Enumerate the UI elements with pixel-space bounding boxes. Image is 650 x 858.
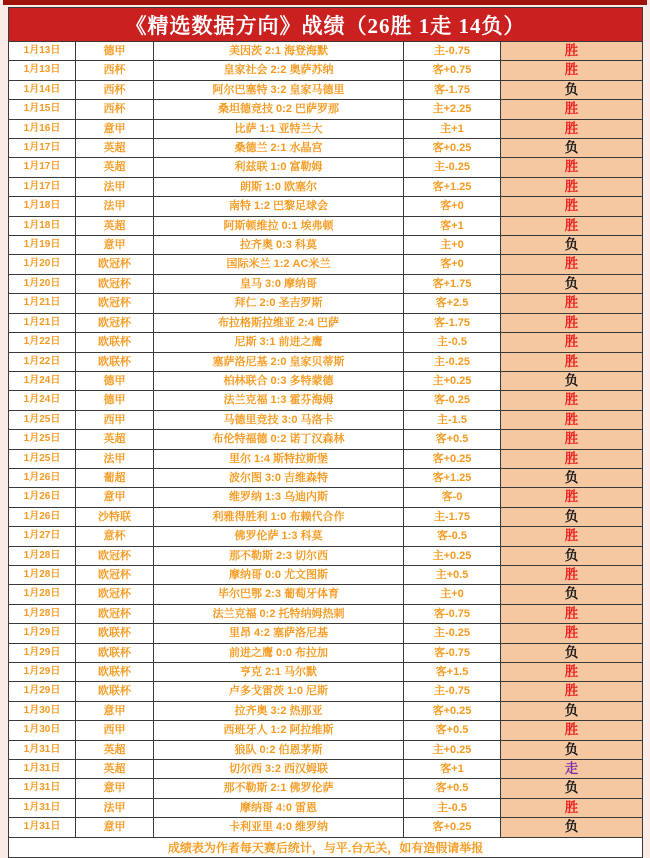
table-row: [9, 100, 643, 119]
match-cell: 里尔 1:4 斯特拉斯堡: [154, 449, 404, 468]
table-row: [9, 740, 643, 759]
league-cell: 德甲: [76, 371, 154, 390]
result-cell: 胜: [501, 197, 643, 216]
date-cell: 1月25日: [9, 410, 76, 429]
match-cell: 南特 1:2 巴黎足球会: [154, 197, 404, 216]
table-row: [9, 624, 643, 643]
title-row: [9, 8, 643, 42]
table-row: [9, 371, 643, 390]
page-title: 《精选数据方向》战绩（26胜 1走 14负）: [9, 8, 643, 42]
table-row: [9, 197, 643, 216]
result-cell: 胜: [501, 391, 643, 410]
league-cell: 意甲: [76, 488, 154, 507]
result-cell: 负: [501, 546, 643, 565]
match-cell: 阿尔巴塞特 3:2 皇家马德里: [154, 80, 404, 99]
league-cell: 意甲: [76, 701, 154, 720]
result-cell: 胜: [501, 663, 643, 682]
date-cell: 1月17日: [9, 177, 76, 196]
match-cell: 皇马 3:0 摩纳哥: [154, 274, 404, 293]
match-cell: 卡利亚里 4:0 维罗纳: [154, 818, 404, 837]
league-cell: 英超: [76, 740, 154, 759]
league-cell: 欧联杯: [76, 682, 154, 701]
date-cell: 1月21日: [9, 294, 76, 313]
handicap-cell: 客-0.5: [404, 527, 501, 546]
table-row: [9, 42, 643, 61]
league-cell: 欧冠杯: [76, 546, 154, 565]
result-cell: 负: [501, 507, 643, 526]
date-cell: 1月26日: [9, 507, 76, 526]
league-cell: 德甲: [76, 42, 154, 61]
handicap-cell: 主+1: [404, 119, 501, 138]
result-cell: 胜: [501, 216, 643, 235]
league-cell: 意甲: [76, 818, 154, 837]
result-cell: 胜: [501, 565, 643, 584]
handicap-cell: 主+0.5: [404, 565, 501, 584]
league-cell: 西杯: [76, 100, 154, 119]
league-cell: 西杯: [76, 61, 154, 80]
date-cell: 1月25日: [9, 430, 76, 449]
date-cell: 1月31日: [9, 740, 76, 759]
handicap-cell: 客+0.75: [404, 61, 501, 80]
footer-row: [9, 837, 643, 857]
handicap-cell: 客+0.25: [404, 818, 501, 837]
handicap-cell: 主+0: [404, 585, 501, 604]
result-cell: 负: [501, 818, 643, 837]
match-cell: 布伦特福德 0:2 诺丁汉森林: [154, 430, 404, 449]
top-border-strip: [3, 0, 647, 5]
league-cell: 西甲: [76, 721, 154, 740]
result-cell: 负: [501, 585, 643, 604]
match-cell: 西班牙人 1:2 阿拉维斯: [154, 721, 404, 740]
league-cell: 欧联杯: [76, 333, 154, 352]
match-cell: 比萨 1:1 亚特兰大: [154, 119, 404, 138]
table-row: [9, 468, 643, 487]
handicap-cell: 主-0.25: [404, 624, 501, 643]
result-cell: 负: [501, 468, 643, 487]
date-cell: 1月26日: [9, 488, 76, 507]
table-row: [9, 507, 643, 526]
match-cell: 卢多戈雷茨 1:0 尼斯: [154, 682, 404, 701]
match-cell: 拉齐奥 0:3 科莫: [154, 236, 404, 255]
date-cell: 1月22日: [9, 352, 76, 371]
table-row: [9, 663, 643, 682]
table-row: [9, 488, 643, 507]
result-cell: 负: [501, 236, 643, 255]
match-cell: 亨克 2:1 马尔默: [154, 663, 404, 682]
league-cell: 英超: [76, 760, 154, 779]
handicap-cell: 主+0.25: [404, 740, 501, 759]
handicap-cell: 客-1.75: [404, 313, 501, 332]
date-cell: 1月21日: [9, 313, 76, 332]
date-cell: 1月31日: [9, 779, 76, 798]
handicap-cell: 客+1: [404, 760, 501, 779]
handicap-cell: 主+2.25: [404, 100, 501, 119]
results-body: [9, 42, 643, 838]
table-row: [9, 779, 643, 798]
league-cell: 意甲: [76, 779, 154, 798]
handicap-cell: 客+0: [404, 255, 501, 274]
table-row: [9, 391, 643, 410]
date-cell: 1月31日: [9, 798, 76, 817]
match-cell: 利兹联 1:0 富勒姆: [154, 158, 404, 177]
table-row: [9, 643, 643, 662]
match-cell: 法兰克福 0:2 托特纳姆热刺: [154, 604, 404, 623]
date-cell: 1月13日: [9, 61, 76, 80]
handicap-cell: 主+0.25: [404, 546, 501, 565]
league-cell: 意甲: [76, 119, 154, 138]
table-row: [9, 313, 643, 332]
handicap-cell: 客+0.5: [404, 779, 501, 798]
league-cell: 欧冠杯: [76, 565, 154, 584]
handicap-cell: 客+1.25: [404, 177, 501, 196]
result-cell: 胜: [501, 798, 643, 817]
handicap-cell: 客-1.75: [404, 80, 501, 99]
result-cell: 负: [501, 80, 643, 99]
league-cell: 西甲: [76, 410, 154, 429]
table-row: [9, 410, 643, 429]
result-cell: 胜: [501, 42, 643, 61]
results-table: [8, 7, 643, 858]
handicap-cell: 客-0.75: [404, 604, 501, 623]
table-row: [9, 585, 643, 604]
date-cell: 1月30日: [9, 701, 76, 720]
date-cell: 1月16日: [9, 119, 76, 138]
handicap-cell: 主-0.5: [404, 798, 501, 817]
handicap-cell: 客+1.5: [404, 663, 501, 682]
result-cell: 胜: [501, 527, 643, 546]
table-row: [9, 294, 643, 313]
match-cell: 皇家社会 2:2 奥萨苏纳: [154, 61, 404, 80]
league-cell: 意甲: [76, 236, 154, 255]
match-cell: 法兰克福 1:3 霍芬海姆: [154, 391, 404, 410]
handicap-cell: 主-0.25: [404, 352, 501, 371]
table-row: [9, 701, 643, 720]
result-cell: 胜: [501, 721, 643, 740]
league-cell: 法甲: [76, 197, 154, 216]
result-cell: 负: [501, 371, 643, 390]
date-cell: 1月14日: [9, 80, 76, 99]
date-cell: 1月29日: [9, 663, 76, 682]
league-cell: 法甲: [76, 449, 154, 468]
table-row: [9, 216, 643, 235]
match-cell: 波尔图 3:0 吉维森特: [154, 468, 404, 487]
handicap-cell: 客+0.5: [404, 721, 501, 740]
handicap-cell: 主-1.5: [404, 410, 501, 429]
date-cell: 1月31日: [9, 818, 76, 837]
league-cell: 德甲: [76, 391, 154, 410]
table-row: [9, 818, 643, 837]
match-cell: 毕尔巴鄂 2:3 葡萄牙体育: [154, 585, 404, 604]
handicap-cell: 主+0.25: [404, 371, 501, 390]
handicap-cell: 客+0: [404, 197, 501, 216]
result-cell: 胜: [501, 158, 643, 177]
date-cell: 1月13日: [9, 42, 76, 61]
result-cell: 胜: [501, 682, 643, 701]
league-cell: 沙特联: [76, 507, 154, 526]
match-cell: 里昂 4:2 塞萨洛尼基: [154, 624, 404, 643]
result-cell: 胜: [501, 333, 643, 352]
table-row: [9, 119, 643, 138]
match-cell: 维罗纳 1:3 乌迪内斯: [154, 488, 404, 507]
match-cell: 佛罗伦萨 1:3 科莫: [154, 527, 404, 546]
match-cell: 摩纳哥 4:0 雷恩: [154, 798, 404, 817]
table-row: [9, 352, 643, 371]
handicap-cell: 客+0.25: [404, 701, 501, 720]
league-cell: 欧联杯: [76, 352, 154, 371]
match-cell: 拜仁 2:0 圣吉罗斯: [154, 294, 404, 313]
result-cell: 负: [501, 274, 643, 293]
date-cell: 1月25日: [9, 449, 76, 468]
date-cell: 1月19日: [9, 236, 76, 255]
date-cell: 1月22日: [9, 333, 76, 352]
match-cell: 尼斯 3:1 前进之鹰: [154, 333, 404, 352]
table-row: [9, 565, 643, 584]
result-cell: 负: [501, 643, 643, 662]
league-cell: 意杯: [76, 527, 154, 546]
result-cell: 胜: [501, 488, 643, 507]
table-row: [9, 139, 643, 158]
result-cell: 负: [501, 740, 643, 759]
table-row: [9, 177, 643, 196]
result-cell: 胜: [501, 294, 643, 313]
result-cell: 胜: [501, 430, 643, 449]
table-row: [9, 798, 643, 817]
result-cell: 胜: [501, 352, 643, 371]
date-cell: 1月24日: [9, 371, 76, 390]
league-cell: 英超: [76, 139, 154, 158]
date-cell: 1月20日: [9, 274, 76, 293]
match-cell: 国际米兰 1:2 AC米兰: [154, 255, 404, 274]
result-cell: 胜: [501, 449, 643, 468]
table-row: [9, 333, 643, 352]
league-cell: 欧冠杯: [76, 604, 154, 623]
handicap-cell: 主-0.75: [404, 42, 501, 61]
league-cell: 欧冠杯: [76, 274, 154, 293]
match-cell: 摩纳哥 0:0 尤文图斯: [154, 565, 404, 584]
table-row: [9, 274, 643, 293]
league-cell: 英超: [76, 216, 154, 235]
handicap-cell: 客-0.25: [404, 391, 501, 410]
table-row: [9, 682, 643, 701]
handicap-cell: 客+0.25: [404, 139, 501, 158]
date-cell: 1月29日: [9, 643, 76, 662]
handicap-cell: 客-0.75: [404, 643, 501, 662]
match-cell: 阿斯顿维拉 0:1 埃弗顿: [154, 216, 404, 235]
date-cell: 1月24日: [9, 391, 76, 410]
result-cell: 胜: [501, 119, 643, 138]
handicap-cell: 主-0.5: [404, 333, 501, 352]
handicap-cell: 主-0.75: [404, 682, 501, 701]
match-cell: 马德里竞技 3:0 马洛卡: [154, 410, 404, 429]
match-cell: 桑德兰 2:1 水晶宫: [154, 139, 404, 158]
date-cell: 1月27日: [9, 527, 76, 546]
handicap-cell: 客+1.25: [404, 468, 501, 487]
match-cell: 美因茨 2:1 海登海默: [154, 42, 404, 61]
date-cell: 1月28日: [9, 604, 76, 623]
league-cell: 英超: [76, 430, 154, 449]
league-cell: 欧联杯: [76, 643, 154, 662]
league-cell: 欧冠杯: [76, 313, 154, 332]
match-cell: 那不勒斯 2:1 佛罗伦萨: [154, 779, 404, 798]
handicap-cell: 客+0.25: [404, 449, 501, 468]
match-cell: 利雅得胜利 1:0 布赖代合作: [154, 507, 404, 526]
date-cell: 1月28日: [9, 565, 76, 584]
result-cell: 走: [501, 760, 643, 779]
table-row: [9, 158, 643, 177]
match-cell: 那不勒斯 2:3 切尔西: [154, 546, 404, 565]
match-cell: 塞萨洛尼基 2:0 皇家贝蒂斯: [154, 352, 404, 371]
league-cell: 法甲: [76, 177, 154, 196]
result-cell: 胜: [501, 313, 643, 332]
match-cell: 桑坦德竞技 0:2 巴萨罗那: [154, 100, 404, 119]
match-cell: 朗斯 1:0 欧塞尔: [154, 177, 404, 196]
handicap-cell: 主+0: [404, 236, 501, 255]
table-row: [9, 430, 643, 449]
date-cell: 1月17日: [9, 158, 76, 177]
table-row: [9, 721, 643, 740]
table-row: [9, 255, 643, 274]
date-cell: 1月28日: [9, 585, 76, 604]
result-cell: 负: [501, 139, 643, 158]
result-cell: 胜: [501, 624, 643, 643]
league-cell: 欧联杯: [76, 624, 154, 643]
date-cell: 1月20日: [9, 255, 76, 274]
table-row: [9, 527, 643, 546]
league-cell: 葡超: [76, 468, 154, 487]
table-row: [9, 546, 643, 565]
date-cell: 1月18日: [9, 197, 76, 216]
results-table-wrapper: [8, 7, 642, 858]
result-cell: 胜: [501, 100, 643, 119]
table-row: [9, 61, 643, 80]
handicap-cell: 客+0.5: [404, 430, 501, 449]
league-cell: 欧冠杯: [76, 255, 154, 274]
table-row: [9, 604, 643, 623]
result-cell: 胜: [501, 604, 643, 623]
date-cell: 1月18日: [9, 216, 76, 235]
result-cell: 胜: [501, 177, 643, 196]
table-row: [9, 236, 643, 255]
match-cell: 前进之鹰 0:0 布拉加: [154, 643, 404, 662]
table-row: [9, 80, 643, 99]
league-cell: 英超: [76, 158, 154, 177]
match-cell: 切尔西 3:2 西汉姆联: [154, 760, 404, 779]
table-row: [9, 760, 643, 779]
date-cell: 1月15日: [9, 100, 76, 119]
handicap-cell: 主-1.75: [404, 507, 501, 526]
league-cell: 西杯: [76, 80, 154, 99]
match-cell: 拉齐奥 3:2 热那亚: [154, 701, 404, 720]
date-cell: 1月30日: [9, 721, 76, 740]
result-cell: 胜: [501, 61, 643, 80]
match-cell: 柏林联合 0:3 多特蒙德: [154, 371, 404, 390]
handicap-cell: 客+1: [404, 216, 501, 235]
result-cell: 负: [501, 779, 643, 798]
date-cell: 1月29日: [9, 682, 76, 701]
league-cell: 欧冠杯: [76, 585, 154, 604]
table-row: [9, 449, 643, 468]
date-cell: 1月29日: [9, 624, 76, 643]
result-cell: 胜: [501, 410, 643, 429]
handicap-cell: 客+2.5: [404, 294, 501, 313]
date-cell: 1月28日: [9, 546, 76, 565]
date-cell: 1月26日: [9, 468, 76, 487]
result-cell: 胜: [501, 255, 643, 274]
league-cell: 法甲: [76, 798, 154, 817]
footer-disclaimer: 成绩表为作者每天赛后统计，与平.台无关，如有造假请举报: [9, 837, 643, 857]
handicap-cell: 客+1.75: [404, 274, 501, 293]
match-cell: 狼队 0:2 伯恩茅斯: [154, 740, 404, 759]
date-cell: 1月17日: [9, 139, 76, 158]
handicap-cell: 主-0.25: [404, 158, 501, 177]
league-cell: 欧联杯: [76, 663, 154, 682]
date-cell: 1月31日: [9, 760, 76, 779]
handicap-cell: 客-0: [404, 488, 501, 507]
result-cell: 负: [501, 701, 643, 720]
league-cell: 欧冠杯: [76, 294, 154, 313]
match-cell: 布拉格斯拉维亚 2:4 巴萨: [154, 313, 404, 332]
